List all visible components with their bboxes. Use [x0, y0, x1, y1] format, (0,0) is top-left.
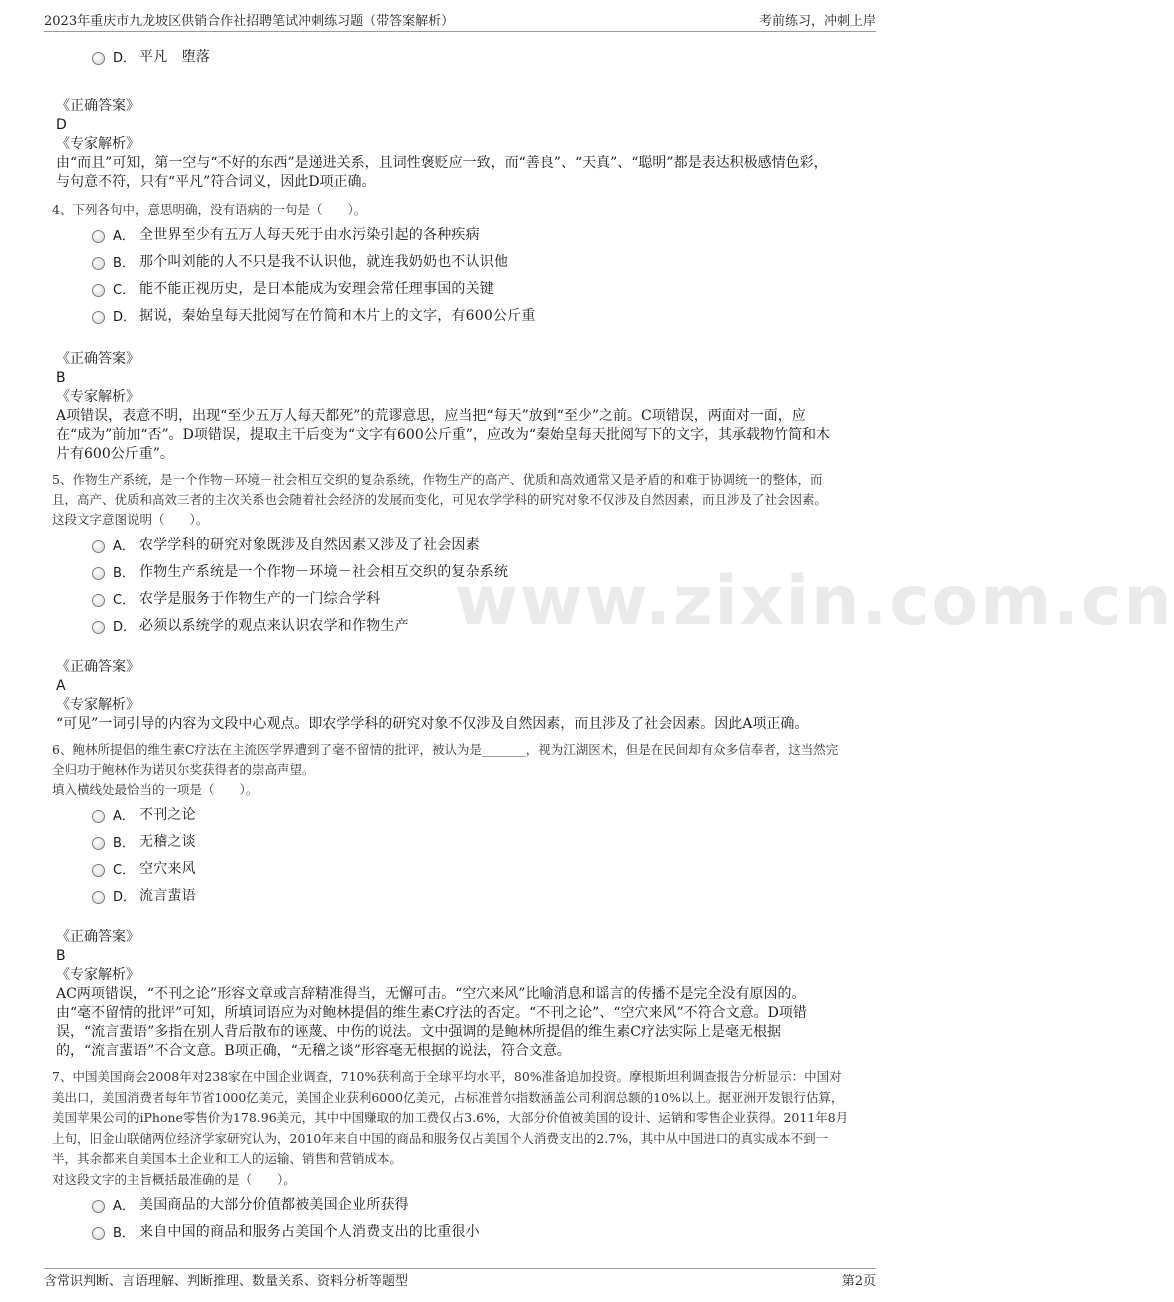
radio-icon[interactable]: [92, 1227, 105, 1240]
option-letter: D．: [113, 619, 137, 635]
stem-line: 4、下列各句中，意思明确，没有语病的一句是（ ）。: [52, 202, 367, 217]
page-footer: [44, 1268, 876, 1290]
radio-icon[interactable]: [92, 891, 105, 904]
option-letter: D．: [113, 50, 137, 66]
option-text: 来自中国的商品和服务占美国个人消费支出的比重很小: [139, 1224, 480, 1240]
option-letter: C．: [113, 862, 136, 878]
option-text: 作物生产系统是一个作物－环境－社会相互交织的复杂系统: [139, 564, 509, 580]
stem-line: 5、作物生产系统，是一个作物－环境－社会相互交织的复杂系统，作物生产的高产、优质和高效通常又是矛盾的和难于协调统一的整体，而: [52, 472, 823, 487]
answer-label: 《正确答案》: [56, 659, 140, 675]
option-letter: A．: [113, 808, 135, 824]
question-7-stem: [52, 1067, 872, 1190]
option-letter: B．: [113, 1225, 135, 1241]
option-d[interactable]: [92, 613, 872, 637]
radio-icon[interactable]: [92, 311, 105, 324]
analysis-line: 由“而且”可知，第一空与“不好的东西”是递进关系，且词性褒贬应一致，而“善良”、“天真”、“聪明”都是表达积极感情色彩，: [56, 155, 828, 171]
radio-icon[interactable]: [92, 230, 105, 243]
analysis-text: [56, 154, 872, 192]
analysis-text: [56, 407, 872, 464]
option-letter: B．: [113, 835, 135, 851]
analysis-line: A项错误，表意不明，出现“至少五万人每天都死”的荒谬意思，应当把“每天”放到“至少”之前。C项错误，两面对一面，应: [56, 408, 806, 424]
radio-icon[interactable]: [92, 621, 105, 634]
option-b[interactable]: [92, 249, 872, 273]
option-d[interactable]: [92, 44, 872, 68]
option-letter: D．: [113, 309, 137, 325]
analysis-text: [56, 715, 872, 734]
stem-line: 美国苹果公司的iPhone零售价为178.96美元，其中中国赚取的加工费仅占3.6%，大部分价值被美国的设计、运销和零售企业获得。2011年8月: [52, 1110, 849, 1125]
option-b[interactable]: [92, 829, 872, 853]
radio-icon[interactable]: [92, 864, 105, 877]
option-c[interactable]: [92, 856, 872, 880]
stem-line: 这段文字意图说明（ ）。: [52, 512, 209, 527]
stem-line: 且，高产、优质和高效三者的主次关系也会随着社会经济的发展而变化，可见农学学科的研究对象不仅涉及自然因素，而且涉及了社会因素。: [52, 492, 828, 507]
stem-line: 上旬，旧金山联储两位经济学家研究认为，2010年来自中国的商品和服务仅占美国个人消费支出的2.7%，其中从中国进口的真实成本不到一: [52, 1130, 829, 1146]
answer-value: D: [56, 117, 67, 133]
analysis-label: 《专家解析》: [56, 697, 140, 713]
option-a[interactable]: [92, 802, 872, 826]
radio-icon[interactable]: [92, 837, 105, 850]
option-letter: B．: [113, 255, 135, 271]
option-c[interactable]: [92, 276, 872, 300]
analysis-line: 由“毫不留情的批评”可知，所填词语应为对鲍林提倡的维生素C疗法的否定。“不刊之论”、“空穴来风”不符合文意。D项错: [56, 1005, 807, 1021]
option-text: 流言蜚语: [139, 888, 196, 904]
question-6-stem: [52, 740, 872, 800]
footer-topics: 含常识判断、言语理解、判断推理、数量关系、资料分析等题型: [44, 1274, 409, 1289]
option-text: 据说，秦始皇每天批阅写在竹简和木片上的文字，有600公斤重: [139, 308, 536, 324]
analysis-text: [56, 985, 872, 1061]
document-body: [52, 44, 872, 1246]
radio-icon[interactable]: [92, 52, 105, 65]
answer-label: 《正确答案》: [56, 929, 140, 945]
analysis-label: 《专家解析》: [56, 967, 140, 983]
analysis-line: AC两项错误，“不刊之论”形容文章或言辞精准得当，无懈可击。“空穴来风”比喻消息和谣言的传播不是完全没有原因的。: [56, 986, 806, 1002]
analysis-line: 误，“流言蜚语”多指在别人背后散布的诬蔑、中伤的说法。文中强调的是鲍林所提倡的维生素C疗法实际上是毫无根据: [56, 1024, 782, 1040]
radio-icon[interactable]: [92, 567, 105, 580]
stem-line: 7、中国美国商会2008年对238家在中国企业调查，710%获利高于全球平均水平，80%准备追加投资。摩根斯坦利调查报告分析显示：中国对: [52, 1069, 842, 1084]
answer-value: B: [56, 948, 66, 964]
option-letter: A．: [113, 228, 135, 244]
option-d[interactable]: [92, 883, 872, 907]
option-text: 全世界至少有五万人每天死于由水污染引起的各种疾病: [139, 227, 480, 243]
option-text: 无稽之谈: [139, 834, 196, 850]
stem-line: 填入横线处最恰当的一项是（ ）。: [52, 782, 259, 797]
option-letter: D．: [113, 889, 137, 905]
option-text: 不刊之论: [139, 807, 196, 823]
option-letter: B．: [113, 565, 135, 581]
stem-line: 美出口，美国消费者每年节省1000亿美元，美国企业获利6000亿美元，占标准普尔指数涵盖公司利润总额的10%以上。据亚洲开发银行估算，: [52, 1089, 844, 1105]
option-b[interactable]: [92, 1219, 872, 1243]
radio-icon[interactable]: [92, 540, 105, 553]
option-text: 美国商品的大部分价值都被美国企业所获得: [139, 1197, 409, 1213]
option-letter: A．: [113, 538, 135, 554]
option-text: 那个叫刘能的人不只是我不认识他，就连我奶奶也不认识他: [139, 254, 509, 270]
option-letter: C．: [113, 592, 136, 608]
stem-line: 全归功于鲍林作为诺贝尔奖获得者的崇高声望。: [52, 762, 315, 777]
option-a[interactable]: [92, 532, 872, 556]
analysis-line: 的，“流言蜚语”不合文意。B项正确，“无稽之谈”形容毫无根据的说法，符合文意。: [56, 1043, 571, 1059]
option-b[interactable]: [92, 559, 872, 583]
option-text: 平凡 堕落: [139, 49, 210, 65]
question-4-stem: [52, 200, 872, 220]
option-text: 农学学科的研究对象既涉及自然因素又涉及了社会因素: [139, 537, 480, 553]
analysis-line: 片有600公斤重”。: [56, 446, 174, 462]
analysis-label: 《专家解析》: [56, 136, 140, 152]
analysis-line: 在“成为”前加“否”。D项错误，提取主干后变为“文字有600公斤重”，应改为“秦始皇每天批阅写下的文字，其承载物竹简和木: [56, 427, 831, 443]
page-header: [44, 8, 876, 32]
document-title: 2023年重庆市九龙坡区供销合作社招聘笔试冲刺练习题（带答案解析）: [44, 14, 455, 29]
option-c[interactable]: [92, 586, 872, 610]
radio-icon[interactable]: [92, 810, 105, 823]
analysis-line: 与句意不符，只有“平凡”符合词义，因此D项正确。: [56, 174, 376, 190]
answer-value: A: [56, 678, 66, 694]
option-a[interactable]: [92, 1192, 872, 1216]
option-letter: C．: [113, 282, 136, 298]
option-letter: A．: [113, 1198, 135, 1214]
option-text: 必须以系统学的观点来认识农学和作物生产: [139, 618, 409, 634]
question-5-stem: [52, 470, 872, 530]
option-d[interactable]: [92, 303, 872, 327]
answer-label: 《正确答案》: [56, 351, 140, 367]
option-text: 农学是服务于作物生产的一门综合学科: [139, 591, 381, 607]
radio-icon[interactable]: [92, 257, 105, 270]
option-text: 能不能正视历史，是日本能成为安理会常任理事国的关键: [139, 281, 494, 297]
analysis-line: “可见”一词引导的内容为文段中心观点。即农学学科的研究对象不仅涉及自然因素，而且涉及了社会因素。因此A项正确。: [56, 716, 809, 732]
stem-line: 6、鲍林所提倡的维生素C疗法在主流医学界遭到了毫不留情的批评，被认为是_______，视为江湖医术，但是在民间却有众多信奉者，这当然完: [52, 742, 839, 757]
radio-icon[interactable]: [92, 284, 105, 297]
radio-icon[interactable]: [92, 1200, 105, 1213]
option-a[interactable]: [92, 222, 872, 246]
analysis-label: 《专家解析》: [56, 389, 140, 405]
stem-line: 半，其余都来自美国本土企业和工人的运输、销售和营销成本。: [52, 1151, 403, 1166]
header-slogan: 考前练习，冲刺上岸: [758, 14, 876, 29]
stem-line: 对这段文字的主旨概括最准确的是（ ）。: [52, 1171, 296, 1187]
radio-icon[interactable]: [92, 594, 105, 607]
option-text: 空穴来风: [139, 861, 196, 877]
page-number: 第2页: [841, 1274, 876, 1289]
watermark: www.zixin.com.cn: [455, 562, 1174, 641]
answer-label: 《正确答案》: [56, 98, 140, 114]
answer-value: B: [56, 370, 66, 386]
